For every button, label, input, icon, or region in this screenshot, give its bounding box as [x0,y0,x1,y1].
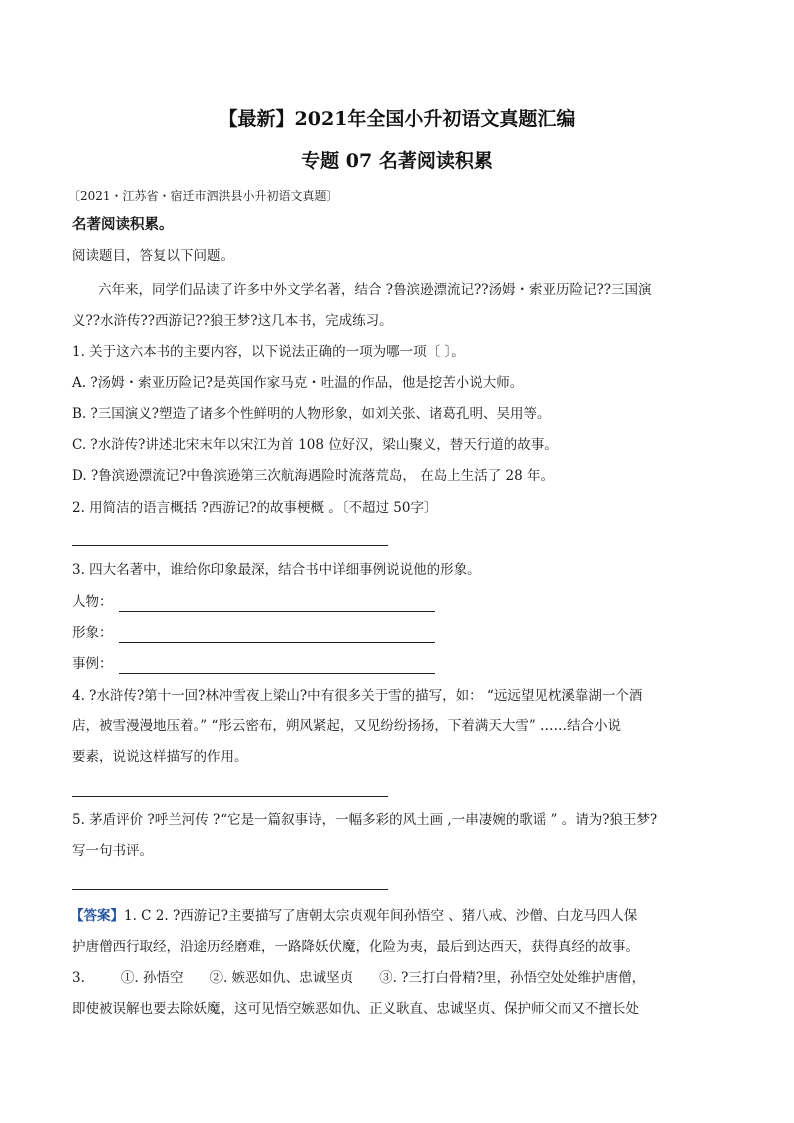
answer-blank-line [72,796,388,797]
question-5-line: 写一句书评。 [72,843,153,859]
source-note: 〔2021・江苏省・宿迁市泗洪县小升初语文真题〕 [68,189,339,203]
page-title: 【最新】2021年全国小升初语文真题汇编 [218,108,576,130]
image-label: 形象： [72,625,113,641]
question-1-option-c: C. ?水浒传?讲述北宋末年以宋江为首 108 位好汉，梁山聚义，替天行道的故事。 [72,437,558,453]
question-3-person-row [72,592,732,612]
question-1: 1. 关于这六本书的主要内容，以下说法正确的一项为哪一项〔 〕。 [72,344,465,360]
intro-paragraph-line: 义??水浒传??西游记??狼王梦?这几本书，完成练习。 [72,313,393,329]
answer-3-line [72,968,732,988]
answer-blank-line [72,545,388,546]
answer-text: 1. C 2. ?西游记?主要描写了唐朝太宗贞观年间孙悟空 、猪八戒、沙僧、白龙马四人保 [124,908,638,924]
question-4-line: 要素，说说这样描写的作用。 [72,749,248,765]
page-subtitle: 专题 07 名著阅读积累 [301,150,493,172]
answer-line: 护唐僧西行取经，沿途历经磨难，一路降妖伏魔，化险为夷，最后到达西天，获得真经的故事。 [72,939,639,955]
example-label: 事例： [72,656,113,672]
person-blank [119,596,435,612]
person-label: 人物： [72,594,113,610]
intro-paragraph-line: 六年来，同学们品读了许多中外文学名著，结合 ?鲁滨逊漂流记??汤姆・索亚历险记??三国演 [98,282,652,298]
question-1-option-a: A. ?汤姆・索亚历险记?是英国作家马克・吐温的作品，他是挖苦小说大师。 [72,375,524,391]
question-4-line: 4. ?水浒传?第十一回?林冲雪夜上梁山?中有很多关于雪的描写，如： “远远望见枕溪靠湖一个酒 [72,688,643,704]
question-1-option-b: B. ?三国演义?塑造了诸多个性鲜明的人物形象，如刘关张、诸葛孔明、吴用等。 [72,406,551,422]
instruction-text: 阅读题目，答复以下问题。 [72,248,234,264]
answer-3-number: 3. [72,970,85,986]
question-5-line: 5. 茅盾评价 ?呼兰河传 ?“它是一篇叙事诗，一幅多彩的风土画 ,一串凄婉的歌谣 ” 。请为?狼王梦? [72,812,658,828]
question-1-option-d: D. ?鲁滨逊漂流记?中鲁滨逊第三次航海遇险时流落荒岛， 在岛上生活了 28 年。 [72,468,554,484]
question-4-line: 店，被雪漫漫地压着。” “彤云密布，朔风紧起，又见纷纷扬扬，下着满天大雪” ……结合小说 [72,718,622,734]
question-3-image-row [72,623,732,643]
question-3: 3. 四大名著中，谁给你印象最深，结合书中详细事例说说他的形象。 [72,562,481,578]
answer-3-part-1: ①. 孙悟空 [120,970,184,986]
question-2: 2. 用简洁的语言概括 ?西游记?的故事梗概 。〔不超过 50字〕 [72,500,438,516]
example-blank [119,658,435,674]
answer-line [70,906,730,926]
answer-line: 即使被误解也要去除妖魔，这可见悟空嫉恶如仇、正义耿直、忠诚坚贞、保护师父而又不擅长处 [72,1001,639,1017]
image-blank [119,627,435,643]
answer-3-part-3: ③. ?三打白骨精?里，孙悟空处处维护唐僧， [379,970,646,986]
question-3-example-row [72,654,732,674]
section-heading: 名著阅读积累。 [72,216,174,233]
answer-tag: 【答案】 [70,908,124,924]
answer-3-part-2: ②. 嫉恶如仇、忠诚坚贞 [209,970,354,986]
answer-blank-line [72,889,388,890]
